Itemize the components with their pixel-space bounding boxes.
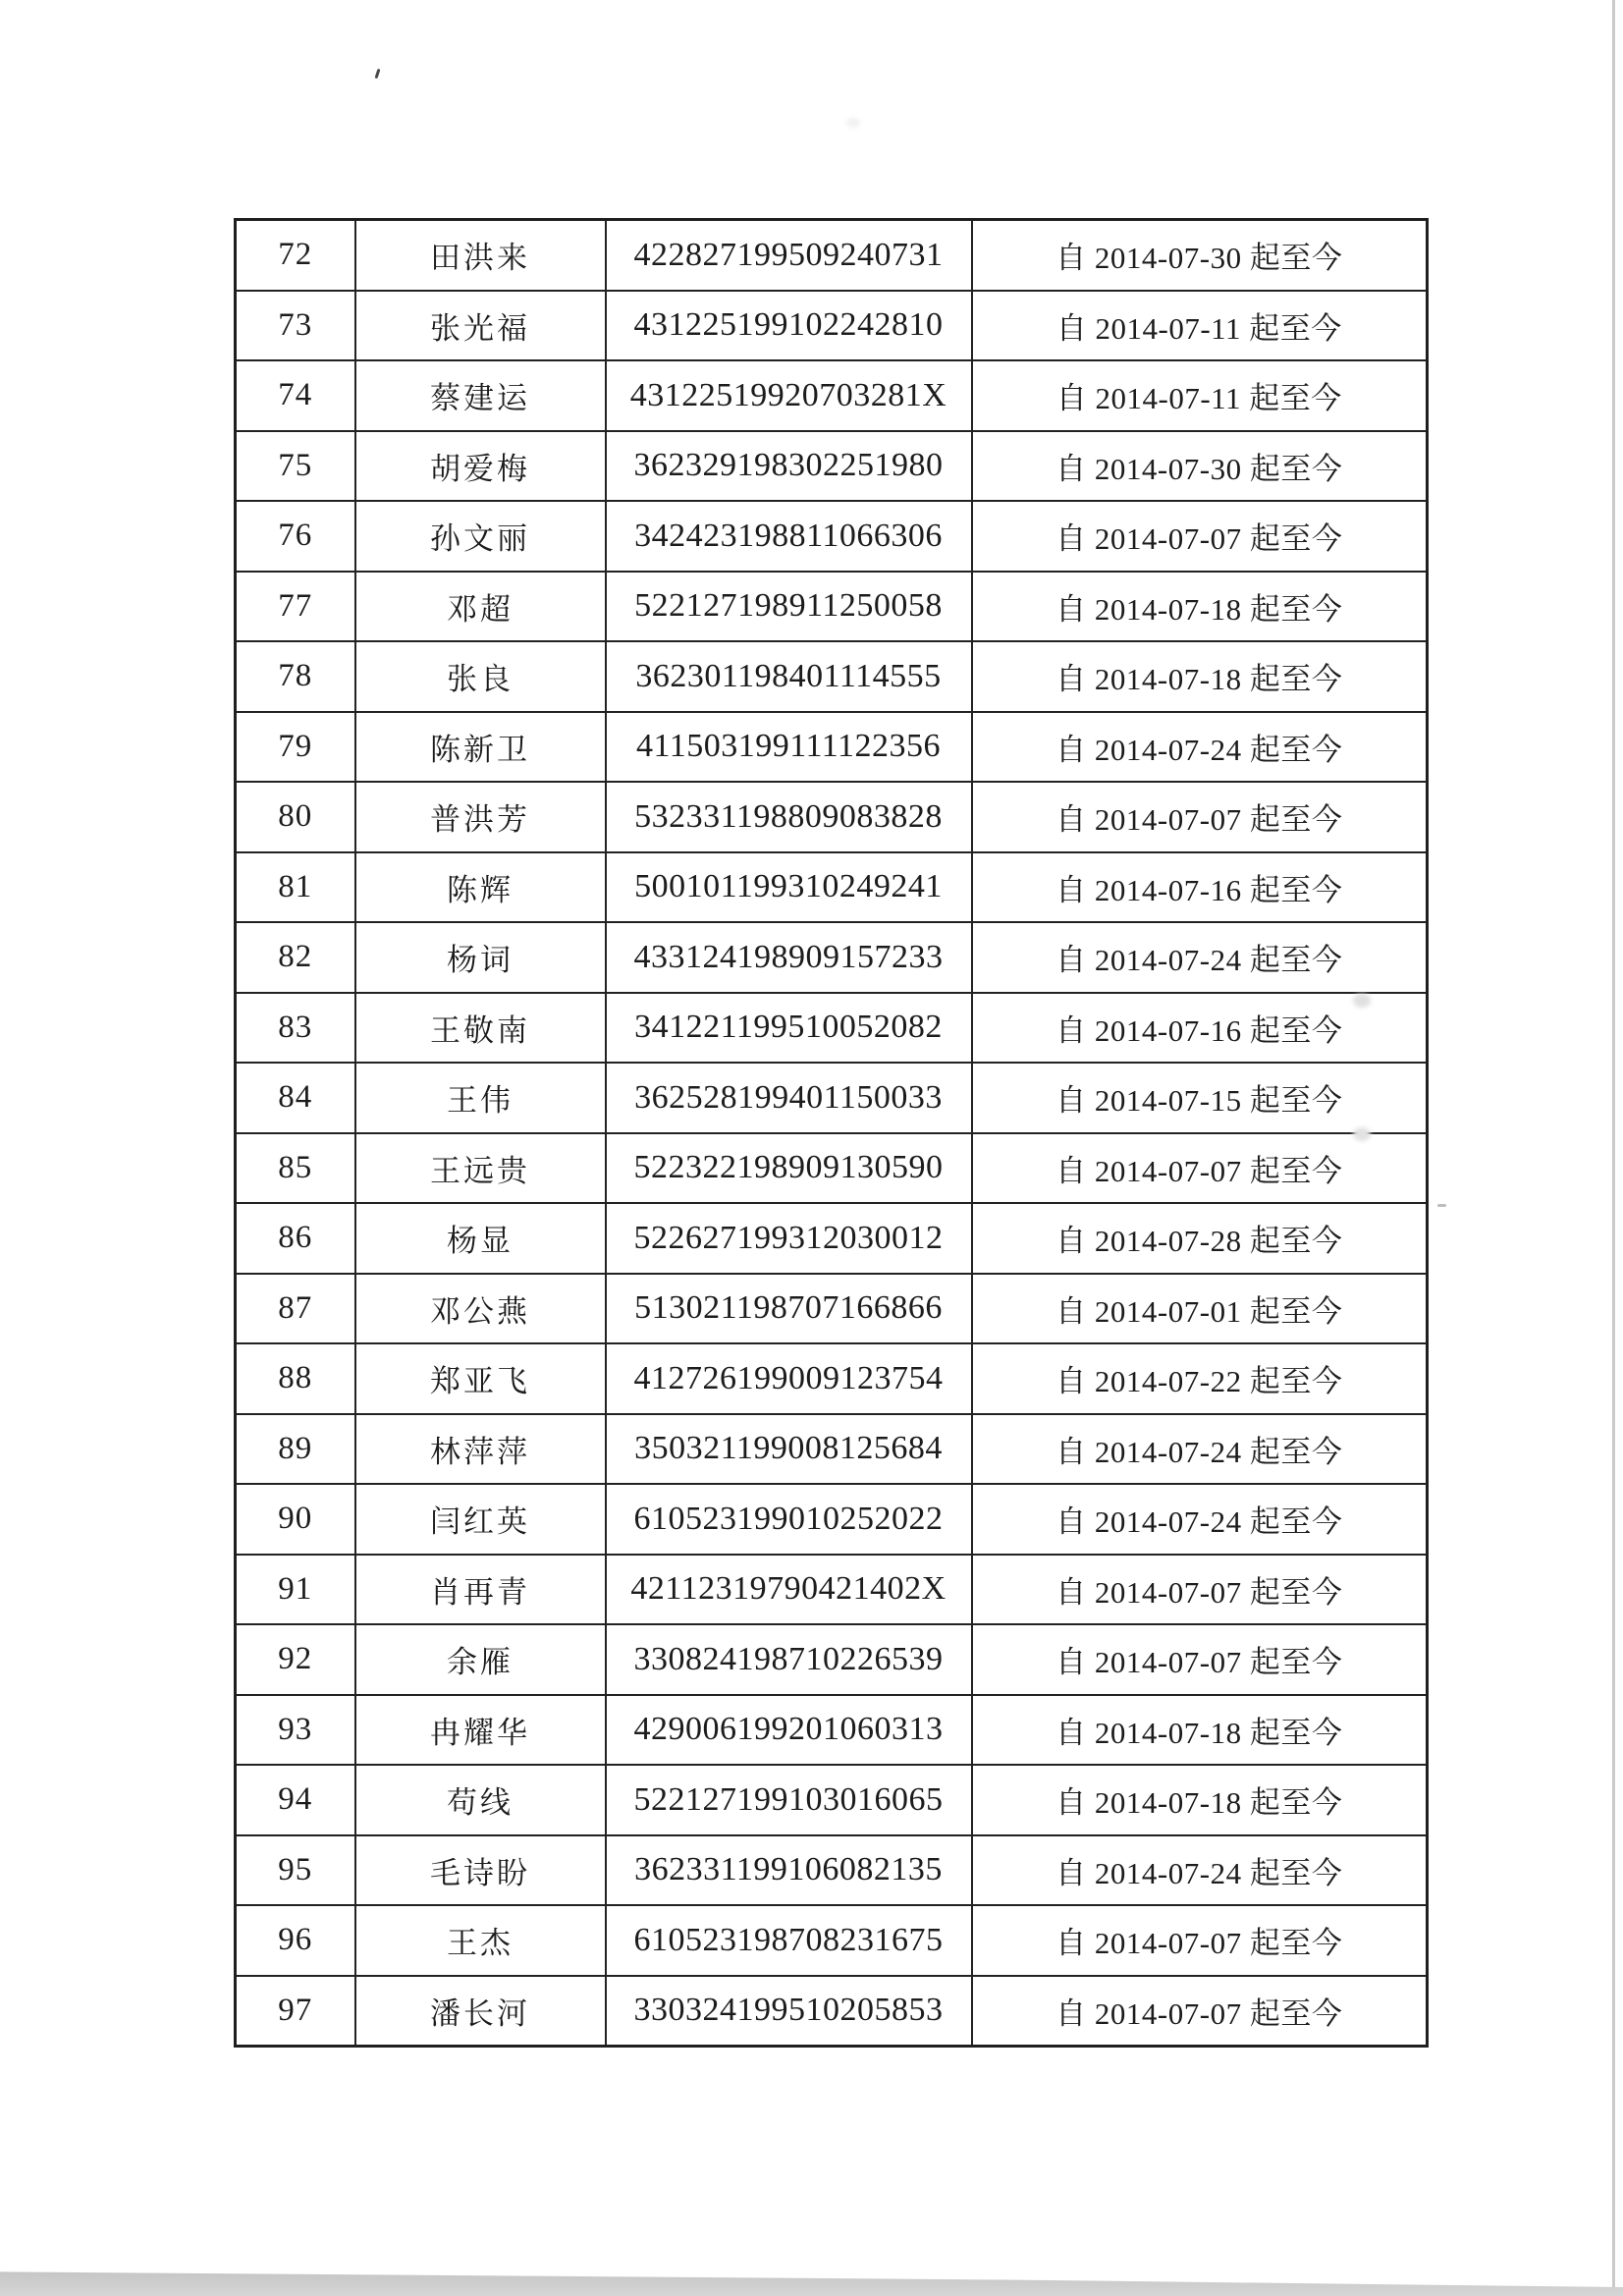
validity-period-cell: 自 2014-07-28 起至今 [972,1203,1428,1274]
table-row [236,501,1428,572]
validity-period-cell: 自 2014-07-22 起至今 [972,1343,1428,1414]
person-name-cell: 王敬南 [355,993,606,1064]
row-number-cell: 91 [236,1555,355,1625]
table-row [236,993,1428,1064]
table-row [236,782,1428,852]
validity-period-cell: 自 2014-07-18 起至今 [972,1695,1428,1766]
person-name-cell: 林萍萍 [355,1414,606,1485]
id-number-cell: 411503199111122356 [606,712,972,783]
id-number-cell: 532331198809083828 [606,782,972,852]
person-name-cell: 孙文丽 [355,501,606,572]
validity-period-cell: 自 2014-07-07 起至今 [972,1133,1428,1204]
id-number-cell: 522627199312030012 [606,1203,972,1274]
id-number-cell: 412726199009123754 [606,1343,972,1414]
id-number-cell: 350321199008125684 [606,1414,972,1485]
person-name-cell: 王远贵 [355,1133,606,1204]
scan-smudge [1353,1127,1371,1141]
id-number-cell: 43122519920703281X [606,360,972,431]
validity-period-cell: 自 2014-07-30 起至今 [972,220,1428,291]
row-number-cell: 83 [236,993,355,1064]
roster-table [234,218,1429,2048]
table-row [236,1484,1428,1555]
person-name-cell: 王伟 [355,1063,606,1133]
table-row [236,360,1428,431]
row-number-cell: 77 [236,572,355,642]
person-name-cell: 田洪来 [355,220,606,291]
table-row [236,1274,1428,1344]
row-number-cell: 96 [236,1905,355,1976]
row-number-cell: 73 [236,291,355,361]
row-number-cell: 86 [236,1203,355,1274]
validity-period-cell: 自 2014-07-18 起至今 [972,1765,1428,1835]
id-number-cell: 362329198302251980 [606,431,972,502]
person-name-cell: 陈辉 [355,852,606,923]
row-number-cell: 81 [236,852,355,923]
table-body [236,220,1428,2047]
person-name-cell: 郑亚飞 [355,1343,606,1414]
person-name-cell: 余雁 [355,1624,606,1695]
table-row [236,291,1428,361]
row-number-cell: 80 [236,782,355,852]
person-name-cell: 张良 [355,641,606,712]
row-number-cell: 87 [236,1274,355,1344]
table-row [236,852,1428,923]
person-name-cell: 蔡建运 [355,360,606,431]
id-number-cell: 513021198707166866 [606,1274,972,1344]
id-number-cell: 522127199103016065 [606,1765,972,1835]
scan-smudge [1353,994,1371,1008]
id-number-cell: 431225199102242810 [606,291,972,361]
table-row [236,572,1428,642]
table-row [236,220,1428,291]
table-row [236,1976,1428,2047]
validity-period-cell: 自 2014-07-24 起至今 [972,1414,1428,1485]
id-number-cell: 362331199106082135 [606,1835,972,1906]
row-number-cell: 79 [236,712,355,783]
person-name-cell: 陈新卫 [355,712,606,783]
id-number-cell: 522127198911250058 [606,572,972,642]
scan-smudge [846,118,860,128]
validity-period-cell: 自 2014-07-11 起至今 [972,360,1428,431]
table-row [236,1063,1428,1133]
id-number-cell: 42112319790421402X [606,1555,972,1625]
person-name-cell: 邓公燕 [355,1274,606,1344]
row-number-cell: 90 [236,1484,355,1555]
id-number-cell: 342423198811066306 [606,501,972,572]
id-number-cell: 500101199310249241 [606,852,972,923]
validity-period-cell: 自 2014-07-07 起至今 [972,1905,1428,1976]
person-name-cell: 邓超 [355,572,606,642]
person-name-cell: 毛诗盼 [355,1835,606,1906]
row-number-cell: 89 [236,1414,355,1485]
validity-period-cell: 自 2014-07-24 起至今 [972,1835,1428,1906]
table-row [236,641,1428,712]
row-number-cell: 92 [236,1624,355,1695]
validity-period-cell: 自 2014-07-24 起至今 [972,1484,1428,1555]
table-row [236,1765,1428,1835]
person-name-cell: 苟线 [355,1765,606,1835]
table-row [236,1133,1428,1204]
validity-period-cell: 自 2014-07-16 起至今 [972,993,1428,1064]
row-number-cell: 75 [236,431,355,502]
table-row [236,922,1428,993]
row-number-cell: 72 [236,220,355,291]
row-number-cell: 82 [236,922,355,993]
id-number-cell: 330824198710226539 [606,1624,972,1695]
validity-period-cell: 自 2014-07-18 起至今 [972,641,1428,712]
person-name-cell: 肖再青 [355,1555,606,1625]
table-row [236,1905,1428,1976]
person-name-cell: 闫红英 [355,1484,606,1555]
validity-period-cell: 自 2014-07-24 起至今 [972,922,1428,993]
id-number-cell: 610523198708231675 [606,1905,972,1976]
validity-period-cell: 自 2014-07-07 起至今 [972,1624,1428,1695]
row-number-cell: 88 [236,1343,355,1414]
row-number-cell: 97 [236,1976,355,2047]
person-name-cell: 王杰 [355,1905,606,1976]
table-row [236,1203,1428,1274]
row-number-cell: 94 [236,1765,355,1835]
id-number-cell: 522322198909130590 [606,1133,972,1204]
scan-right-edge-line [1612,0,1615,2296]
table-row [236,1555,1428,1625]
row-number-cell: 84 [236,1063,355,1133]
id-number-cell: 362528199401150033 [606,1063,972,1133]
table-row [236,712,1428,783]
validity-period-cell: 自 2014-07-24 起至今 [972,712,1428,783]
person-name-cell: 张光福 [355,291,606,361]
table-row [236,1624,1428,1695]
id-number-cell: 433124198909157233 [606,922,972,993]
table-row [236,1343,1428,1414]
scan-speck [1437,1204,1446,1207]
scan-speck [375,69,381,79]
validity-period-cell: 自 2014-07-01 起至今 [972,1274,1428,1344]
validity-period-cell: 自 2014-07-16 起至今 [972,852,1428,923]
row-number-cell: 85 [236,1133,355,1204]
row-number-cell: 76 [236,501,355,572]
row-number-cell: 78 [236,641,355,712]
id-number-cell: 362301198401114555 [606,641,972,712]
table-row [236,1835,1428,1906]
validity-period-cell: 自 2014-07-30 起至今 [972,431,1428,502]
person-name-cell: 潘长河 [355,1976,606,2047]
validity-period-cell: 自 2014-07-15 起至今 [972,1063,1428,1133]
id-number-cell: 610523199010252022 [606,1484,972,1555]
validity-period-cell: 自 2014-07-11 起至今 [972,291,1428,361]
validity-period-cell: 自 2014-07-07 起至今 [972,782,1428,852]
id-number-cell: 341221199510052082 [606,993,972,1064]
person-name-cell: 杨词 [355,922,606,993]
validity-period-cell: 自 2014-07-07 起至今 [972,1976,1428,2047]
scan-bottom-paper-edge [0,2267,1623,2296]
table-row [236,1414,1428,1485]
person-name-cell: 杨显 [355,1203,606,1274]
validity-period-cell: 自 2014-07-07 起至今 [972,1555,1428,1625]
id-number-cell: 330324199510205853 [606,1976,972,2047]
id-number-cell: 429006199201060313 [606,1695,972,1766]
person-name-cell: 普洪芳 [355,782,606,852]
person-name-cell: 冉耀华 [355,1695,606,1766]
table-row [236,1695,1428,1766]
id-number-cell: 422827199509240731 [606,220,972,291]
validity-period-cell: 自 2014-07-18 起至今 [972,572,1428,642]
person-name-cell: 胡爱梅 [355,431,606,502]
table-row [236,431,1428,502]
validity-period-cell: 自 2014-07-07 起至今 [972,501,1428,572]
row-number-cell: 93 [236,1695,355,1766]
row-number-cell: 95 [236,1835,355,1906]
row-number-cell: 74 [236,360,355,431]
